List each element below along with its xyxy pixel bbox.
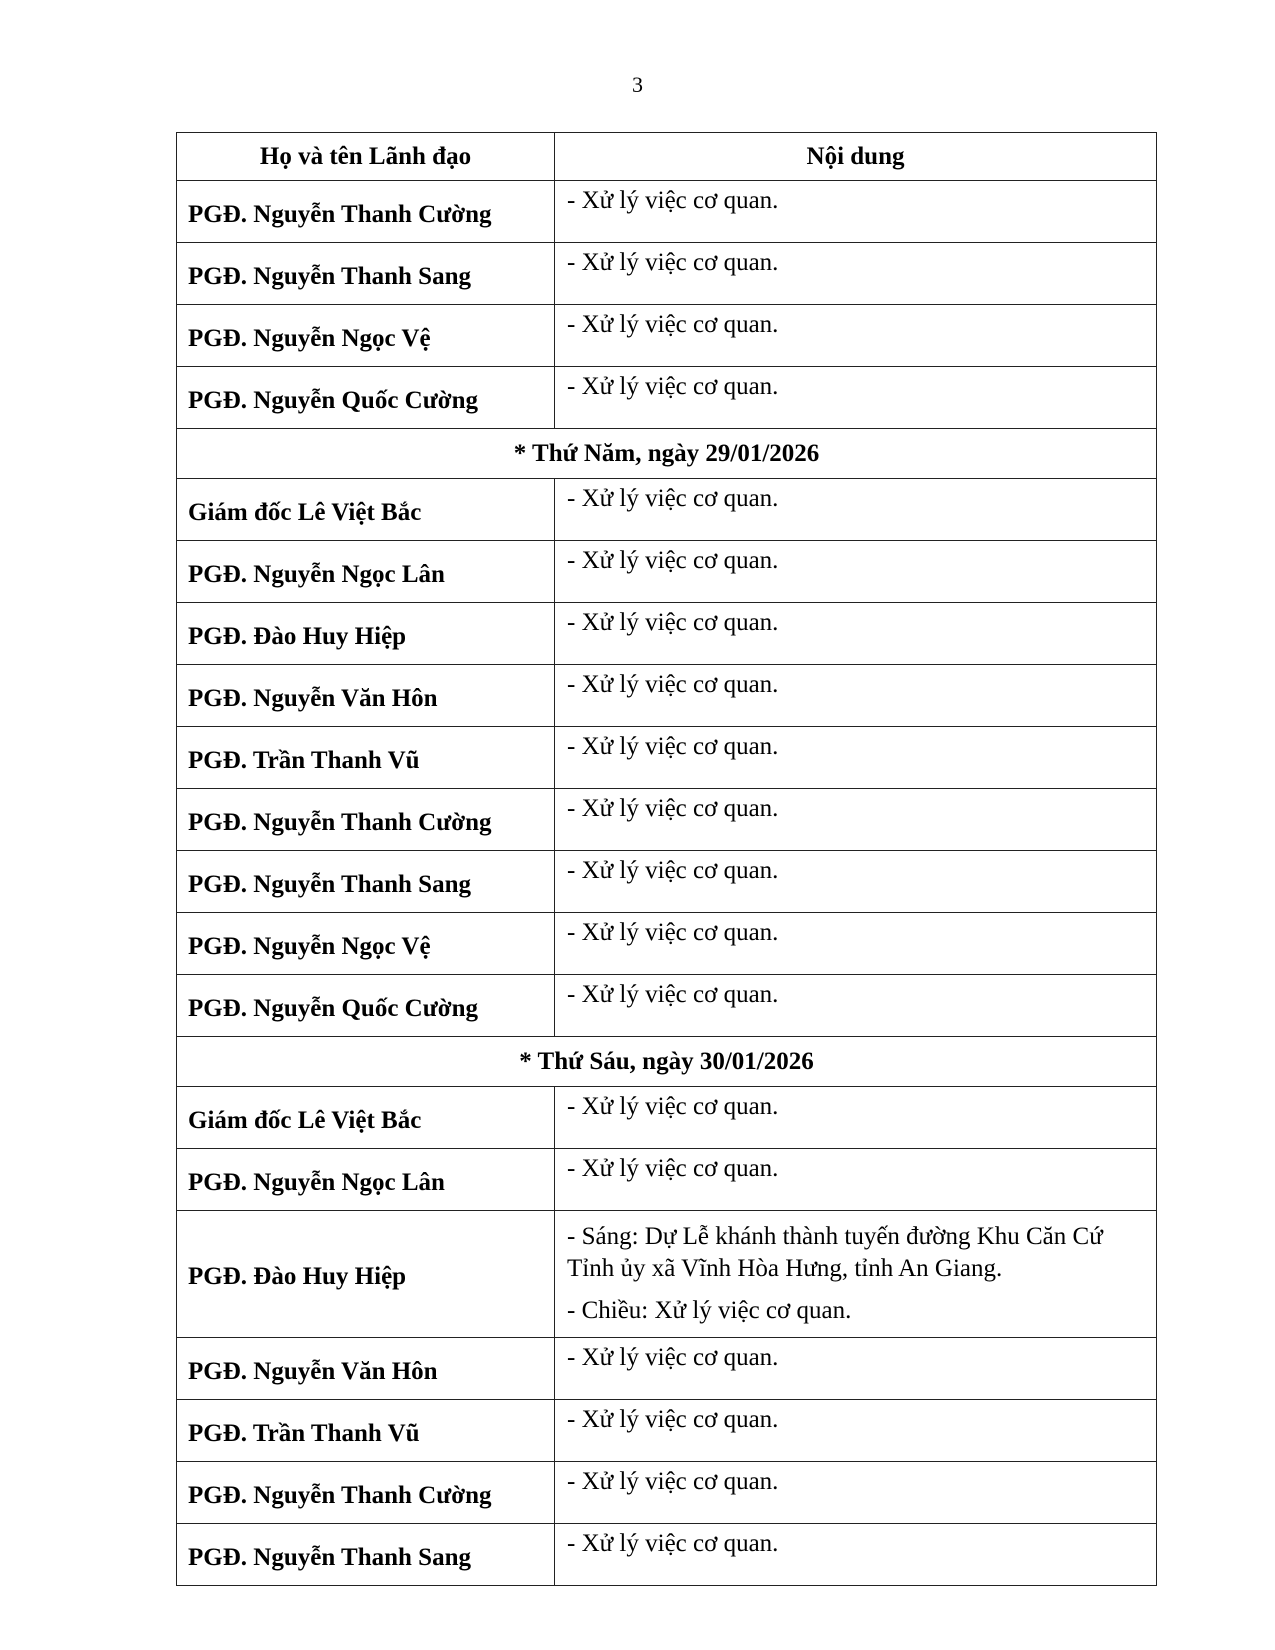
table-row bbox=[177, 1400, 1157, 1462]
table-row bbox=[177, 305, 1157, 367]
schedule-body bbox=[177, 181, 1157, 1586]
task-content bbox=[555, 243, 1157, 305]
task-line: - Xử lý việc cơ quan. bbox=[567, 1155, 779, 1182]
leader-name: Giám đốc Lê Việt Bắc bbox=[177, 1087, 555, 1149]
table-row bbox=[177, 851, 1157, 913]
task-content bbox=[555, 727, 1157, 789]
task-content bbox=[555, 913, 1157, 975]
table-row bbox=[177, 789, 1157, 851]
leader-name: PGĐ. Nguyễn Thanh Cường bbox=[177, 181, 555, 243]
task-line: - Xử lý việc cơ quan. bbox=[567, 1468, 779, 1495]
task-line: - Xử lý việc cơ quan. bbox=[567, 187, 779, 214]
leader-name: PGĐ. Đào Huy Hiệp bbox=[177, 1211, 555, 1338]
task-line: - Xử lý việc cơ quan. bbox=[567, 919, 779, 946]
task-content bbox=[555, 851, 1157, 913]
task-line: - Chiều: Xử lý việc cơ quan. bbox=[567, 1297, 852, 1324]
task-content bbox=[555, 181, 1157, 243]
task-line: - Xử lý việc cơ quan. bbox=[567, 373, 779, 400]
leader-schedule-table bbox=[176, 132, 1157, 1586]
task-content bbox=[555, 603, 1157, 665]
table-row bbox=[177, 603, 1157, 665]
table-row bbox=[177, 1338, 1157, 1400]
leader-name: PGĐ. Nguyễn Ngọc Vệ bbox=[177, 913, 555, 975]
table-row bbox=[177, 1149, 1157, 1211]
table-row bbox=[177, 975, 1157, 1037]
task-line: - Xử lý việc cơ quan. bbox=[567, 981, 779, 1008]
task-content bbox=[555, 975, 1157, 1037]
task-line: - Xử lý việc cơ quan. bbox=[567, 1344, 779, 1371]
leader-name: PGĐ. Nguyễn Thanh Sang bbox=[177, 243, 555, 305]
table-row bbox=[177, 1087, 1157, 1149]
task-line: - Xử lý việc cơ quan. bbox=[567, 547, 779, 574]
task-content bbox=[555, 367, 1157, 429]
task-content bbox=[555, 541, 1157, 603]
header-content: Nội dung bbox=[555, 133, 1157, 181]
task-line: - Xử lý việc cơ quan. bbox=[567, 1530, 779, 1557]
table-row bbox=[177, 913, 1157, 975]
leader-name: PGĐ. Nguyễn Ngọc Lân bbox=[177, 1149, 555, 1211]
task-content bbox=[555, 1149, 1157, 1211]
task-line: - Xử lý việc cơ quan. bbox=[567, 311, 779, 338]
day-header-row bbox=[177, 429, 1157, 479]
table-row bbox=[177, 1211, 1157, 1338]
task-line: - Sáng: Dự Lễ khánh thành tuyến đường Khu Căn Cứ Tỉnh ủy xã Vĩnh Hòa Hưng, tỉnh An Giang. bbox=[567, 1223, 1103, 1282]
day-header-row bbox=[177, 1037, 1157, 1087]
table-row bbox=[177, 541, 1157, 603]
task-line: - Xử lý việc cơ quan. bbox=[567, 1093, 779, 1120]
day-label: * Thứ Sáu, ngày 30/01/2026 bbox=[177, 1037, 1157, 1087]
header-leader-name: Họ và tên Lãnh đạo bbox=[177, 133, 555, 181]
task-content bbox=[555, 1211, 1157, 1338]
leader-name: PGĐ. Trần Thanh Vũ bbox=[177, 727, 555, 789]
leader-name: PGĐ. Nguyễn Quốc Cường bbox=[177, 975, 555, 1037]
table-row bbox=[177, 479, 1157, 541]
leader-name: PGĐ. Nguyễn Thanh Cường bbox=[177, 789, 555, 851]
page-number: 3 bbox=[632, 72, 643, 97]
task-line: - Xử lý việc cơ quan. bbox=[567, 733, 779, 760]
day-label: * Thứ Năm, ngày 29/01/2026 bbox=[177, 429, 1157, 479]
leader-name: PGĐ. Nguyễn Thanh Cường bbox=[177, 1462, 555, 1524]
task-content bbox=[555, 305, 1157, 367]
table-row bbox=[177, 727, 1157, 789]
leader-name: PGĐ. Nguyễn Thanh Sang bbox=[177, 851, 555, 913]
task-content bbox=[555, 789, 1157, 851]
leader-name: PGĐ. Nguyễn Văn Hôn bbox=[177, 1338, 555, 1400]
task-content bbox=[555, 1338, 1157, 1400]
table-header-row bbox=[177, 133, 1157, 181]
leader-name: PGĐ. Nguyễn Thanh Sang bbox=[177, 1524, 555, 1586]
leader-name: PGĐ. Nguyễn Ngọc Vệ bbox=[177, 305, 555, 367]
task-line: - Xử lý việc cơ quan. bbox=[567, 857, 779, 884]
table-row bbox=[177, 1524, 1157, 1586]
table-row bbox=[177, 367, 1157, 429]
task-content bbox=[555, 479, 1157, 541]
task-line: - Xử lý việc cơ quan. bbox=[567, 671, 779, 698]
task-content bbox=[555, 1400, 1157, 1462]
task-content bbox=[555, 1462, 1157, 1524]
task-line: - Xử lý việc cơ quan. bbox=[567, 485, 779, 512]
leader-name: PGĐ. Nguyễn Văn Hôn bbox=[177, 665, 555, 727]
table-row bbox=[177, 243, 1157, 305]
leader-name: Giám đốc Lê Việt Bắc bbox=[177, 479, 555, 541]
leader-name: PGĐ. Đào Huy Hiệp bbox=[177, 603, 555, 665]
table-row bbox=[177, 181, 1157, 243]
task-line: - Xử lý việc cơ quan. bbox=[567, 609, 779, 636]
task-line: - Xử lý việc cơ quan. bbox=[567, 1406, 779, 1433]
leader-name: PGĐ. Nguyễn Ngọc Lân bbox=[177, 541, 555, 603]
table-row bbox=[177, 665, 1157, 727]
table-row bbox=[177, 1462, 1157, 1524]
task-content bbox=[555, 1524, 1157, 1586]
leader-name: PGĐ. Nguyễn Quốc Cường bbox=[177, 367, 555, 429]
leader-name: PGĐ. Trần Thanh Vũ bbox=[177, 1400, 555, 1462]
task-content bbox=[555, 665, 1157, 727]
task-line: - Xử lý việc cơ quan. bbox=[567, 795, 779, 822]
task-line: - Xử lý việc cơ quan. bbox=[567, 249, 779, 276]
task-content bbox=[555, 1087, 1157, 1149]
